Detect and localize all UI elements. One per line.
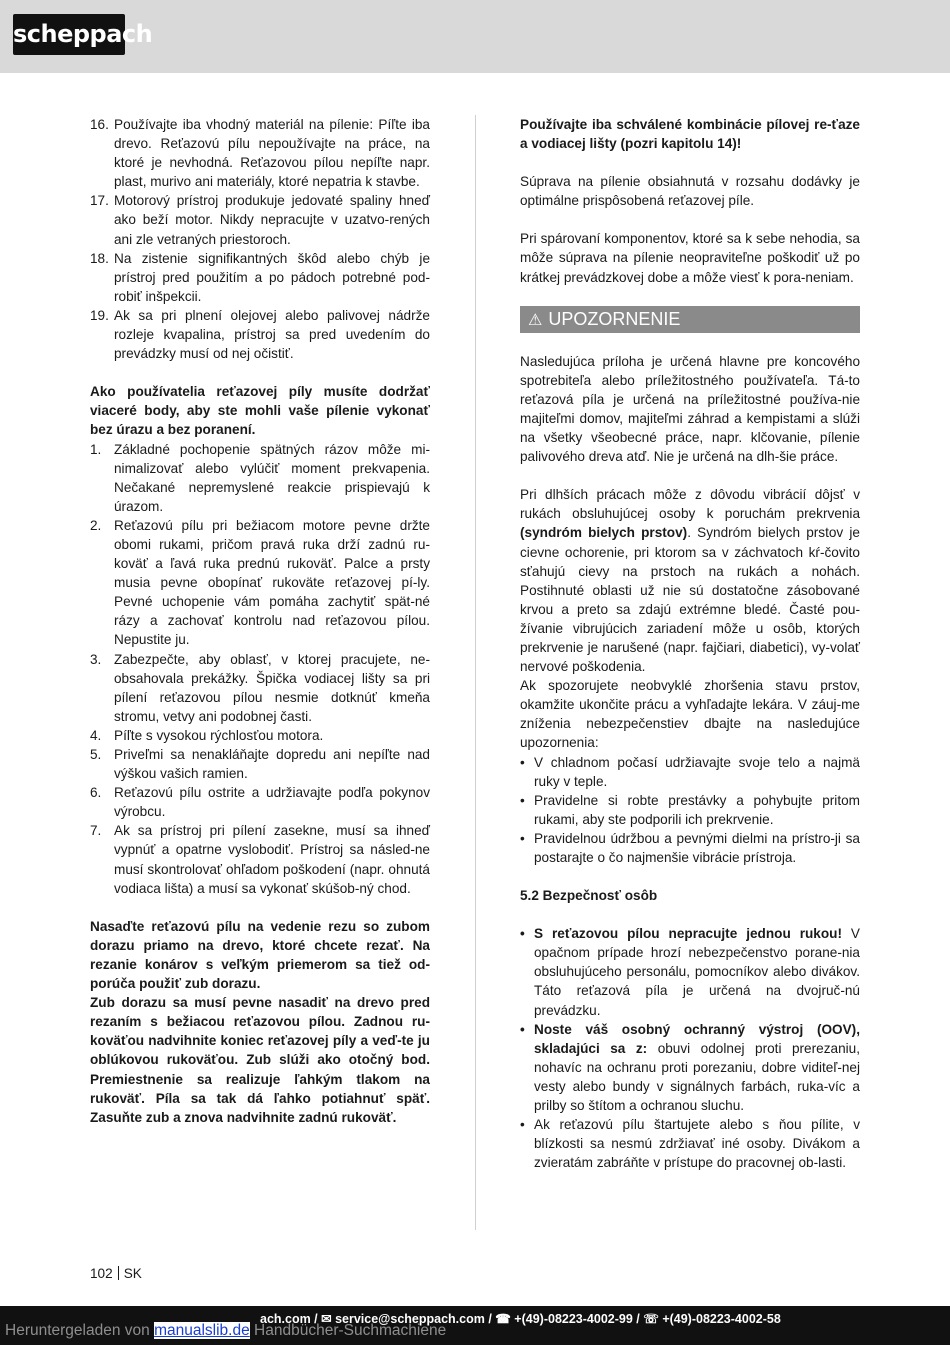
bullet-icon: • <box>520 754 525 770</box>
manualslib-link[interactable]: manualslib.de <box>154 1322 250 1339</box>
list-item: 2. Reťazovú pílu pri bežiacom motore pevne držte obomi rukami, pričom pravá ruka drží zadnú ru-koväť a ľavá ruka prednú rukoväť. Palce a prsty musia pevne obopínať rukoväte reťazovej pí-ly. Pevné uchopenie vám pomáha zachytiť spät-né rázy a zachovať kontrolu nad reťazovou pílou. Nepustite ju. <box>90 517 430 648</box>
bullet-icon: • <box>520 792 525 808</box>
list-item: 16. Používajte iba vhodný materiál na pílenie: Píľte iba drevo. Reťazovú pílu nepoužívajte na práce, na ktoré je nevhodná. Reťazovou pílou nepíľte napr. plast, murivo ani materiály, ktoré nepatria k stavbe. <box>90 117 430 190</box>
numbered-list-safety <box>90 115 430 363</box>
numbered-list-kickback <box>90 440 430 898</box>
paragraph: Pri dlhších prácach môže z dôvodu vibrácií dôjsť v rukách obsluhujúcej osoby k poruchám prekrvenia (syndróm bielych prstov). Syndróm bielych prstov je cievne ochorenie, pri ktorom sa v záchvatoch kŕ-čovito sťahujú cievy na prstoch na rukách a nohách. Postihnuté oblasti už nie sú dostatočne zásobované krvou a preto sa zdajú extrémne bledé. Časté pou-žívanie vibrujúcich zariadení môže u osôb, ktorých prekrvenie je narušené (napr. fajčiari, diabetici), vy-volať nervové poškodenia. <box>520 487 860 675</box>
list-item: 4. Píľte s vysokou rýchlosťou motora. <box>90 727 324 743</box>
paragraph: Pri spárovaní komponentov, ktoré sa k sebe nehodia, sa môže súprava na pílenie neopraviteľne poškodiť už po krátkej prevádzkovej dobe a môže viesť k pora-neniam. <box>520 231 860 285</box>
bullet-icon: • <box>520 926 525 942</box>
bullet-icon: • <box>520 1021 525 1037</box>
list-item: 19. Ak sa pri plnení olejovej alebo palivovej nádrže rozleje kvapalina, prístroj sa pred uvedením do prevádzky musí od nej očistiť. <box>90 307 430 362</box>
bold-paragraph: Zub dorazu sa musí pevne nasadiť na drevo pred rezaním s bežiacou reťazovou pílou. Zadnou ru-koväťou nadvihnite koniec reťazovej píly a veď-te ju oblúkovou rukoväťou. Zub slúži ako otočný bod. Premiestnenie sa realizuje ľahkým tlakom na rukoväť. Píla sa tak dá ľahko potiahnuť späť. Zasuňte zub a znova nadvihnite zadnú rukoväť. <box>90 995 430 1125</box>
download-watermark: Heruntergeladen von manualslib.de Handbücher-Suchmachiene <box>5 1322 447 1339</box>
list-item: 3. Zabezpečte, aby oblasť, v ktorej pracujete, ne-obsahovala prekážky. Špička vodiacej lišty sa pri pílení reťazovou pílou nesmie dotknúť kmeňa stromu, vetvy ani podobnej časti. <box>90 651 430 724</box>
section-heading: 5.2 Bezpečnosť osôb <box>520 888 658 904</box>
bullet-icon: • <box>520 1117 525 1133</box>
list-item: 18. Na zistenie signifikantných škôd alebo chýb je prístroj pred použitím a po pádoch potrebné pod-robiť inšpekcii. <box>90 250 430 304</box>
warning-title: UPOZORNENIE <box>548 308 681 329</box>
header-bar <box>0 0 950 73</box>
warning-triangle-icon: ⚠ <box>528 311 543 329</box>
paragraph: Nasledujúca príloha je určená hlavne pre koncového spotrebiteľa alebo príležitostného používateľa. Tá-to reťazová píla je určená na príležitostné používa-nie majiteľmi domov, majiteľmi záhrad a kempistami a slúži na všetky všeobecné práce, napr. klčovanie, pílenie palivového dreva atď. Nie je určená na dlh-šie práce. <box>520 353 860 465</box>
warning-banner <box>520 306 860 333</box>
bold-intro-paragraph: Ako používatelia reťazovej píly musíte dodržať viaceré body, aby ste mohli vaše pílenie vykonať bez úrazu a bez poranení. <box>90 384 430 438</box>
list-item: • Ak reťazovú pílu štartujete alebo s ňou pílite, v blízkosti sa nesmú zdržiavať iné osoby. Divákom a zvieratám zabráňte v prístupe do pracovnej ob-lasti. <box>520 1117 860 1171</box>
list-item: 6. Reťazovú pílu ostrite a udržiavajte podľa pokynov výrobcu. <box>90 785 430 820</box>
paragraph: Súprava na pílenie obsiahnutá v rozsahu dodávky je optimálne prispôsobená reťazovej píle. <box>520 174 860 209</box>
footer-contact: ach.com / ✉ service@scheppach.com / ☎ +(49)-08223-4002-99 / ☏ +(49)-08223-4002-58 <box>260 1312 781 1326</box>
list-item: 7. Ak sa prístroj pri pílení zasekne, musí sa ihneď vypnúť a opatrne vyslobodiť. Prístroj sa násled-ne musí skontrolovať ohľadom poškodení (napr. ohnutá vodiaca lišta) a musí sa vykonať skúšob-ný chod. <box>90 823 430 896</box>
bold-intro-paragraph: Používajte iba schválené kombinácie pílovej re-ťaze a vodiacej lišty (pozri kapitolu 14)! <box>520 117 860 152</box>
bullet-list-personal-safety <box>520 924 860 1172</box>
scheppach-logo: scheppach <box>13 14 125 55</box>
bullet-icon: • <box>520 830 525 846</box>
list-item: • Noste váš osobný ochranný výstroj (OOV), skladajúci sa z: obuvi odolnej proti prerezaniu, nohavíc na ochranu proti porezaniu, dobre viditeľ-nej vesty alebo bundy v signálnych farbách, ruka-víc a prilby so štítom a ochranou sluchu. <box>520 1021 860 1114</box>
bullet-list-vibration <box>520 753 860 868</box>
page-number-separator <box>118 1266 119 1280</box>
list-item: 17. Motorový prístroj produkuje jedovaté spaliny hneď ako beží motor. Nikdy nepracujte v uzatvo-rených ani zle vetraných priestoroch. <box>90 193 430 247</box>
page-number: 102 SK <box>90 1266 142 1281</box>
column-divider <box>475 115 476 1230</box>
list-item: 1. Základné pochopenie spätných rázov môže mi-nimalizovať alebo vylúčiť moment prekvapenia. Nečakané nepremyslené reakcie prispievajú k úrazom. <box>90 441 430 514</box>
list-item: • S reťazovou pílou nepracujte jednou rukou! V opačnom prípade hrozí nebezpečenstvo porane-nia obsluhujúceho personálu, pomocníkov alebo divákov. Táto reťazová píla je určená na dvojruč-nú prevádzku. <box>520 926 860 1018</box>
left-column <box>90 115 430 1127</box>
list-item: 5. Priveľmi sa nenakláňajte dopredu ani nepíľte nad výškou vašich ramien. <box>90 747 430 782</box>
right-column <box>520 115 860 1172</box>
list-item: • Pravidelne si robte prestávky a pohybujte pritom rukami, aby ste podporili ich prekrvenie. <box>520 792 860 827</box>
paragraph: Ak spozorujete neobvyklé zhoršenia stavu prstov, okamžite ukončite prácu a vyhľadajte lekára. V záuj-me zníženia nebezpečenstiev dbajte na nasledujúce upozornenia: <box>520 678 860 751</box>
list-item: • Pravidelnou údržbou a pevnými dielmi na prístro-ji sa postarajte o čo najmenšie vibrácie prístroja. <box>520 830 860 865</box>
list-item: • V chladnom počasí udržiavajte svoje telo a najmä ruky v teple. <box>520 754 860 789</box>
bold-paragraph: Nasaďte reťazovú pílu na vedenie rezu so zubom dorazu priamo na drevo, ktoré chcete rezať. Na rezanie konárov s veľkým priemerom sa tiež od-porúča použiť zub dorazu. <box>90 918 430 992</box>
